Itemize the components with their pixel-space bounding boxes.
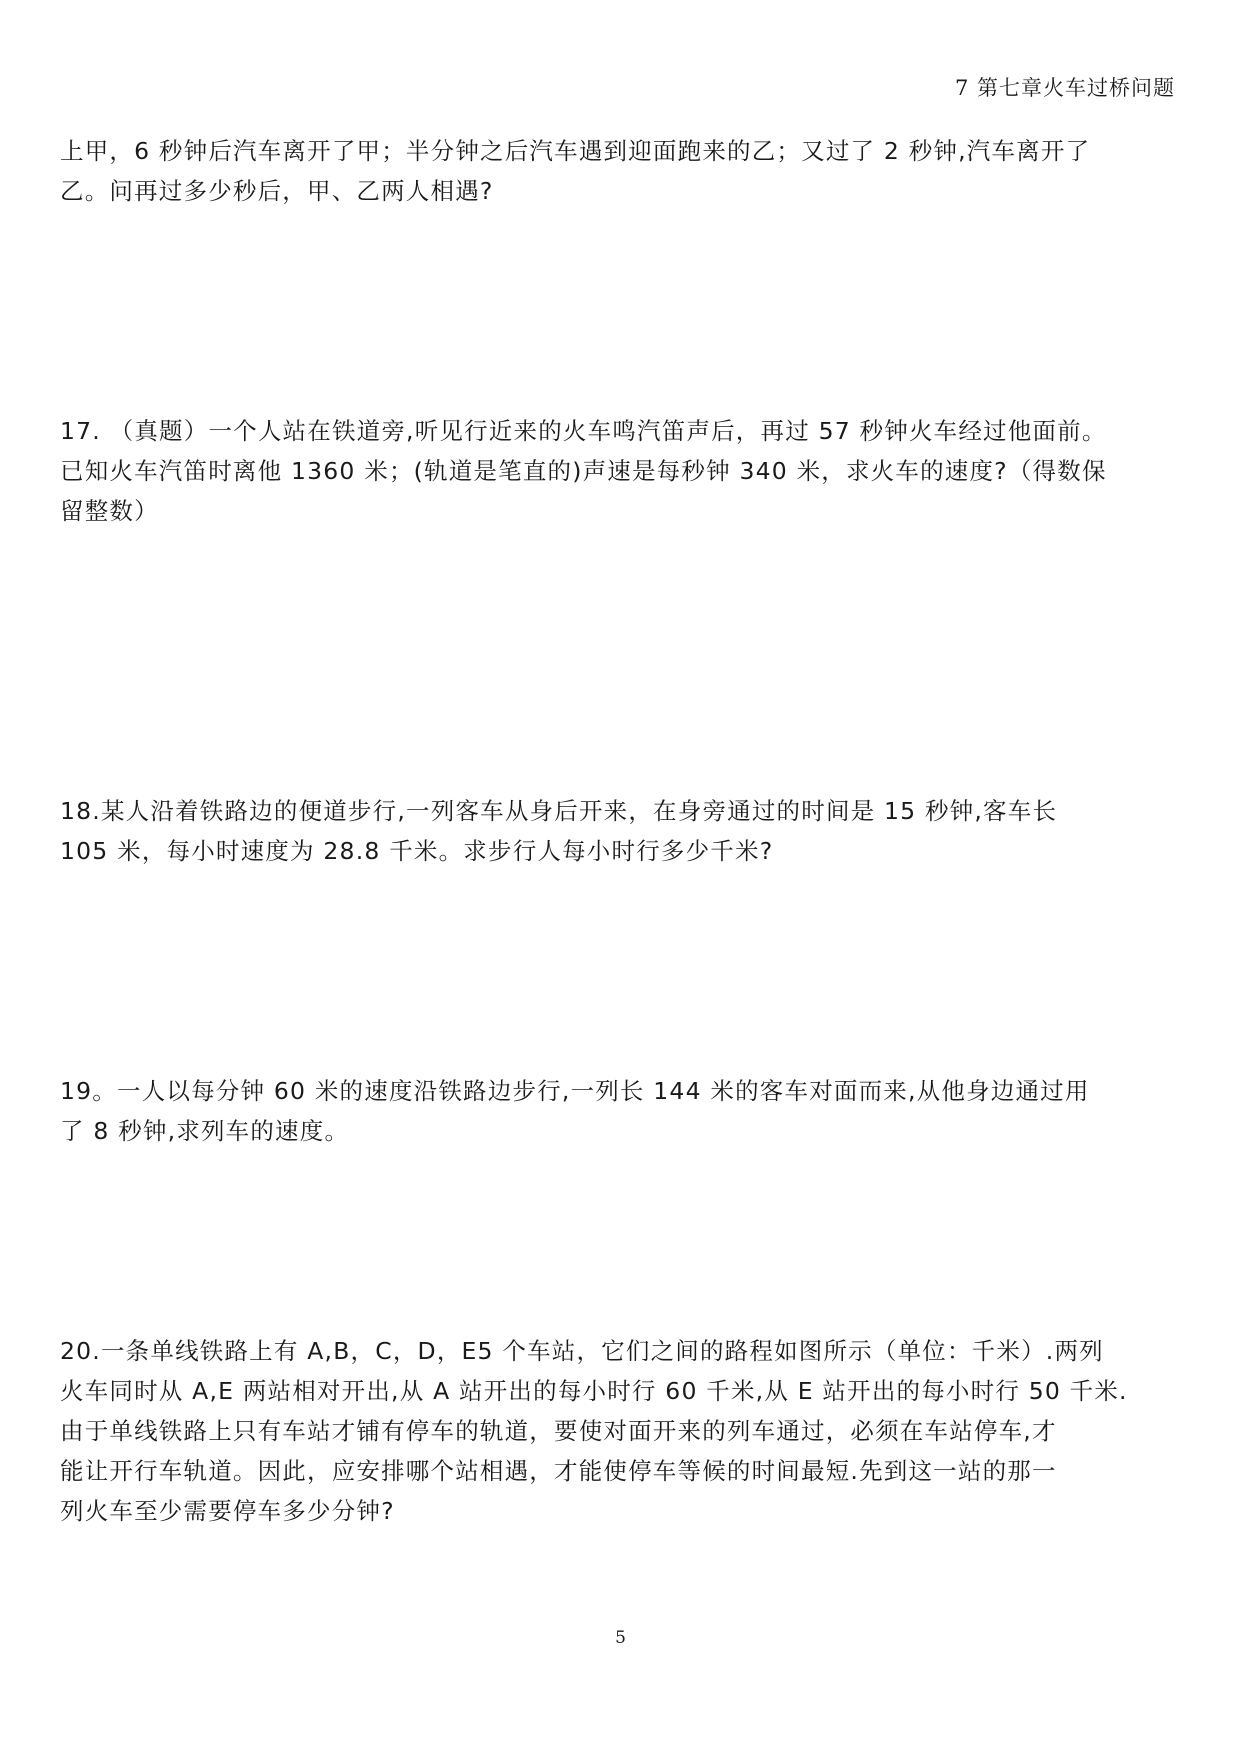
problem-18	[60, 791, 1190, 871]
problem-line: 20.一条单线铁路上有 A,B，C，D，E5 个车站，它们之间的路程如图所示（单位：千米）.两列	[60, 1337, 1104, 1365]
problem-19	[60, 1071, 1190, 1151]
problem-17	[60, 411, 1190, 531]
problem-line: 105 米，每小时速度为 28.8 千米。求步行人每小时行多少千米?	[60, 837, 774, 865]
problem-line: 火车同时从 A,E 两站相对开出,从 A 站开出的每小时行 60 千米,从 E 站开出的每小时行 50 千米.	[60, 1377, 1128, 1405]
problem-line: 乙。问再过多少秒后，甲、乙两人相遇?	[60, 177, 494, 205]
problem-line: 上甲，6 秒钟后汽车离开了甲；半分钟之后汽车遇到迎面跑来的乙；又过了 2 秒钟,汽车离开了	[60, 137, 1091, 165]
problem-line: 列火车至少需要停车多少分钟?	[60, 1497, 395, 1525]
problem-line: 能让开行车轨道。因此，应安排哪个站相遇，才能使停车等候的时间最短.先到这一站的那一	[60, 1457, 1057, 1485]
page-header-title: 7 第七章火车过桥问题	[954, 76, 1175, 100]
problem-line: 18.某人沿着铁路边的便道步行,一列客车从身后开来，在身旁通过的时间是 15 秒钟,客车长	[60, 797, 1058, 825]
problem-line: 17. （真题）一个人站在铁道旁,听见行近来的火车鸣汽笛声后，再过 57 秒钟火车经过他面前。	[60, 417, 1107, 445]
page-number: 5	[615, 1628, 626, 1648]
problem-line: 留整数）	[60, 497, 159, 525]
problem-line: 了 8 秒钟,求列车的速度。	[60, 1117, 350, 1145]
problem-line: 19。一人以每分钟 60 米的速度沿铁路边步行,一列长 144 米的客车对面而来,从他身边通过用	[60, 1077, 1090, 1105]
problem-line: 由于单线铁路上只有车站才铺有停车的轨道，要使对面开来的列车通过，必须在车站停车,才	[60, 1417, 1057, 1445]
problem-line: 已知火车汽笛时离他 1360 米；(轨道是笔直的)声速是每秒钟 340 米，求火车的速度?（得数保	[60, 457, 1107, 485]
problem-20	[60, 1331, 1190, 1531]
problem-16-continuation	[60, 131, 1190, 211]
